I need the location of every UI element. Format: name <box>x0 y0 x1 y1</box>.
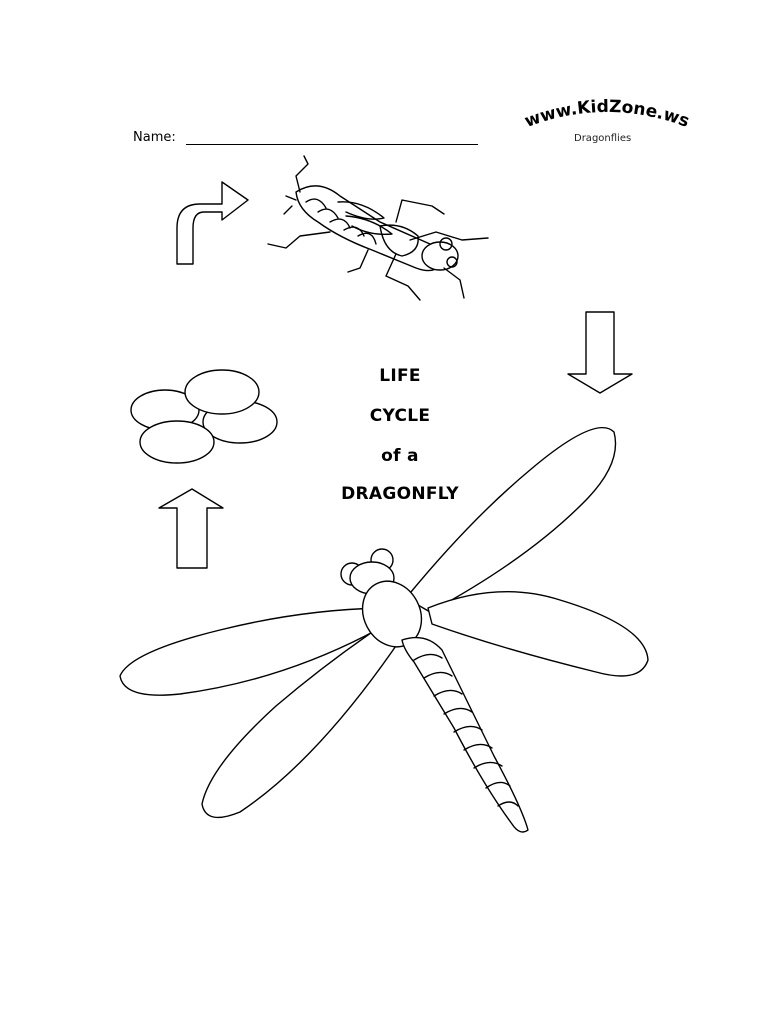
eggs-drawing <box>131 370 277 463</box>
title-line-2: CYCLE <box>369 406 431 426</box>
title-line-4: DRAGONFLY <box>341 484 459 504</box>
dragonfly-drawing <box>120 428 648 832</box>
arrow-up-icon <box>159 489 223 568</box>
name-label: Name: <box>133 130 176 145</box>
title-line-3: of a <box>381 446 419 466</box>
logo-text: www.KidZone.ws <box>522 96 692 132</box>
logo-subtitle: Dragonflies <box>574 133 632 144</box>
nymph-drawing <box>268 156 488 300</box>
curved-arrow-right-icon <box>177 182 248 264</box>
arrow-down-icon <box>568 312 632 393</box>
title-line-1: LIFE <box>379 366 421 386</box>
